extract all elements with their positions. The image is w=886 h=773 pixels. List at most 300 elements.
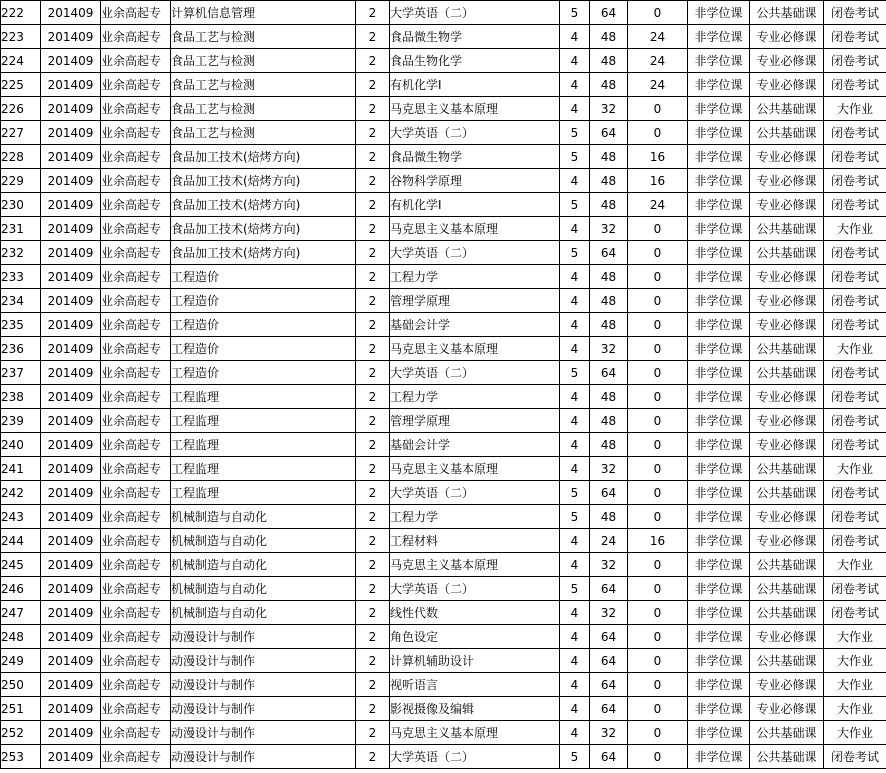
cell-credits: 4 xyxy=(560,673,590,697)
cell-level: 2 xyxy=(356,721,390,745)
cell-course-name: 大学英语（二） xyxy=(390,361,560,385)
cell-lab-hours: 16 xyxy=(628,169,688,193)
cell-term: 201409 xyxy=(41,529,101,553)
cell-level: 2 xyxy=(356,337,390,361)
cell-major: 工程造价 xyxy=(171,265,356,289)
cell-row-number: 247 xyxy=(1,601,41,625)
cell-course-name: 基础会计学 xyxy=(390,433,560,457)
cell-credits: 5 xyxy=(560,145,590,169)
cell-course-category: 专业必修课 xyxy=(750,433,824,457)
cell-course-category: 专业必修课 xyxy=(750,505,824,529)
cell-credits: 4 xyxy=(560,457,590,481)
cell-degree-type: 非学位课 xyxy=(688,505,750,529)
cell-major: 食品加工技术(焙烤方向) xyxy=(171,169,356,193)
cell-degree-type: 非学位课 xyxy=(688,385,750,409)
cell-exam-type: 大作业 xyxy=(824,697,886,721)
cell-course-name: 大学英语（二） xyxy=(390,481,560,505)
cell-credits: 5 xyxy=(560,1,590,25)
cell-major: 机械制造与自动化 xyxy=(171,577,356,601)
cell-degree-type: 非学位课 xyxy=(688,529,750,553)
cell-term: 201409 xyxy=(41,25,101,49)
cell-exam-type: 闭卷考试 xyxy=(824,73,886,97)
cell-course-name: 谷物科学原理 xyxy=(390,169,560,193)
cell-study-mode: 业余高起专 xyxy=(101,553,171,577)
cell-level: 2 xyxy=(356,169,390,193)
cell-lab-hours: 0 xyxy=(628,481,688,505)
cell-exam-type: 闭卷考试 xyxy=(824,409,886,433)
cell-degree-type: 非学位课 xyxy=(688,745,750,769)
cell-study-mode: 业余高起专 xyxy=(101,313,171,337)
cell-term: 201409 xyxy=(41,1,101,25)
table-row xyxy=(1,121,886,145)
cell-credits: 4 xyxy=(560,49,590,73)
cell-row-number: 227 xyxy=(1,121,41,145)
cell-lab-hours: 0 xyxy=(628,217,688,241)
cell-row-number: 243 xyxy=(1,505,41,529)
cell-course-name: 影视摄像及编辑 xyxy=(390,697,560,721)
cell-major: 工程造价 xyxy=(171,337,356,361)
cell-course-name: 食品微生物学 xyxy=(390,25,560,49)
cell-course-name: 视听语言 xyxy=(390,673,560,697)
cell-degree-type: 非学位课 xyxy=(688,97,750,121)
cell-exam-type: 闭卷考试 xyxy=(824,49,886,73)
cell-row-number: 231 xyxy=(1,217,41,241)
cell-term: 201409 xyxy=(41,577,101,601)
table-row xyxy=(1,289,886,313)
cell-course-category: 专业必修课 xyxy=(750,265,824,289)
cell-hours: 48 xyxy=(590,265,628,289)
table-row xyxy=(1,529,886,553)
cell-course-category: 公共基础课 xyxy=(750,217,824,241)
cell-credits: 4 xyxy=(560,217,590,241)
cell-course-category: 专业必修课 xyxy=(750,193,824,217)
cell-degree-type: 非学位课 xyxy=(688,697,750,721)
cell-course-name: 大学英语（二） xyxy=(390,241,560,265)
cell-course-name: 工程材料 xyxy=(390,529,560,553)
cell-level: 2 xyxy=(356,673,390,697)
cell-lab-hours: 16 xyxy=(628,529,688,553)
cell-study-mode: 业余高起专 xyxy=(101,193,171,217)
cell-course-category: 公共基础课 xyxy=(750,553,824,577)
cell-hours: 48 xyxy=(590,25,628,49)
cell-course-name: 大学英语（二） xyxy=(390,745,560,769)
cell-level: 2 xyxy=(356,217,390,241)
cell-hours: 48 xyxy=(590,313,628,337)
cell-lab-hours: 16 xyxy=(628,145,688,169)
cell-course-name: 工程力学 xyxy=(390,265,560,289)
cell-major: 动漫设计与制作 xyxy=(171,721,356,745)
cell-lab-hours: 0 xyxy=(628,673,688,697)
cell-credits: 4 xyxy=(560,97,590,121)
cell-credits: 4 xyxy=(560,169,590,193)
cell-credits: 4 xyxy=(560,289,590,313)
cell-exam-type: 闭卷考试 xyxy=(824,361,886,385)
cell-exam-type: 闭卷考试 xyxy=(824,385,886,409)
cell-row-number: 232 xyxy=(1,241,41,265)
cell-term: 201409 xyxy=(41,121,101,145)
cell-term: 201409 xyxy=(41,73,101,97)
table-row xyxy=(1,241,886,265)
cell-lab-hours: 0 xyxy=(628,457,688,481)
cell-lab-hours: 0 xyxy=(628,1,688,25)
cell-study-mode: 业余高起专 xyxy=(101,409,171,433)
cell-row-number: 230 xyxy=(1,193,41,217)
cell-lab-hours: 24 xyxy=(628,25,688,49)
cell-degree-type: 非学位课 xyxy=(688,289,750,313)
cell-level: 2 xyxy=(356,625,390,649)
cell-hours: 32 xyxy=(590,721,628,745)
cell-exam-type: 大作业 xyxy=(824,97,886,121)
cell-lab-hours: 0 xyxy=(628,313,688,337)
cell-hours: 48 xyxy=(590,73,628,97)
cell-course-category: 公共基础课 xyxy=(750,97,824,121)
cell-level: 2 xyxy=(356,649,390,673)
table-row xyxy=(1,97,886,121)
cell-degree-type: 非学位课 xyxy=(688,193,750,217)
table-row xyxy=(1,697,886,721)
cell-degree-type: 非学位课 xyxy=(688,337,750,361)
cell-study-mode: 业余高起专 xyxy=(101,361,171,385)
cell-term: 201409 xyxy=(41,265,101,289)
cell-degree-type: 非学位课 xyxy=(688,673,750,697)
cell-degree-type: 非学位课 xyxy=(688,457,750,481)
cell-row-number: 223 xyxy=(1,25,41,49)
cell-term: 201409 xyxy=(41,697,101,721)
cell-degree-type: 非学位课 xyxy=(688,265,750,289)
cell-exam-type: 大作业 xyxy=(824,553,886,577)
table-row xyxy=(1,721,886,745)
cell-course-name: 马克思主义基本原理 xyxy=(390,337,560,361)
cell-credits: 4 xyxy=(560,529,590,553)
cell-degree-type: 非学位课 xyxy=(688,241,750,265)
cell-exam-type: 闭卷考试 xyxy=(824,121,886,145)
cell-hours: 48 xyxy=(590,193,628,217)
cell-credits: 4 xyxy=(560,337,590,361)
cell-exam-type: 闭卷考试 xyxy=(824,433,886,457)
cell-course-category: 公共基础课 xyxy=(750,1,824,25)
cell-degree-type: 非学位课 xyxy=(688,721,750,745)
cell-credits: 4 xyxy=(560,649,590,673)
cell-term: 201409 xyxy=(41,169,101,193)
cell-course-category: 专业必修课 xyxy=(750,49,824,73)
cell-major: 食品工艺与检测 xyxy=(171,121,356,145)
cell-lab-hours: 0 xyxy=(628,121,688,145)
cell-study-mode: 业余高起专 xyxy=(101,673,171,697)
cell-major: 工程造价 xyxy=(171,313,356,337)
cell-course-category: 专业必修课 xyxy=(750,385,824,409)
cell-hours: 48 xyxy=(590,505,628,529)
cell-degree-type: 非学位课 xyxy=(688,1,750,25)
cell-lab-hours: 0 xyxy=(628,625,688,649)
cell-hours: 32 xyxy=(590,601,628,625)
cell-major: 食品加工技术(焙烤方向) xyxy=(171,193,356,217)
cell-credits: 5 xyxy=(560,577,590,601)
cell-exam-type: 闭卷考试 xyxy=(824,313,886,337)
cell-credits: 5 xyxy=(560,505,590,529)
cell-hours: 48 xyxy=(590,169,628,193)
cell-major: 动漫设计与制作 xyxy=(171,625,356,649)
cell-row-number: 242 xyxy=(1,481,41,505)
cell-study-mode: 业余高起专 xyxy=(101,241,171,265)
cell-course-category: 公共基础课 xyxy=(750,721,824,745)
cell-course-name: 基础会计学 xyxy=(390,313,560,337)
cell-term: 201409 xyxy=(41,457,101,481)
cell-exam-type: 闭卷考试 xyxy=(824,505,886,529)
table-row xyxy=(1,49,886,73)
cell-term: 201409 xyxy=(41,97,101,121)
cell-lab-hours: 0 xyxy=(628,241,688,265)
cell-level: 2 xyxy=(356,577,390,601)
cell-lab-hours: 24 xyxy=(628,49,688,73)
cell-course-category: 公共基础课 xyxy=(750,361,824,385)
cell-level: 2 xyxy=(356,25,390,49)
cell-study-mode: 业余高起专 xyxy=(101,337,171,361)
cell-row-number: 237 xyxy=(1,361,41,385)
cell-hours: 48 xyxy=(590,433,628,457)
cell-lab-hours: 0 xyxy=(628,433,688,457)
cell-credits: 4 xyxy=(560,433,590,457)
cell-degree-type: 非学位课 xyxy=(688,145,750,169)
table-row xyxy=(1,745,886,769)
cell-term: 201409 xyxy=(41,313,101,337)
cell-hours: 48 xyxy=(590,49,628,73)
cell-row-number: 251 xyxy=(1,697,41,721)
cell-study-mode: 业余高起专 xyxy=(101,265,171,289)
cell-row-number: 246 xyxy=(1,577,41,601)
table-row xyxy=(1,625,886,649)
cell-hours: 32 xyxy=(590,217,628,241)
cell-major: 机械制造与自动化 xyxy=(171,601,356,625)
table-row xyxy=(1,1,886,25)
cell-study-mode: 业余高起专 xyxy=(101,121,171,145)
cell-course-category: 公共基础课 xyxy=(750,649,824,673)
table-row xyxy=(1,73,886,97)
table-row xyxy=(1,217,886,241)
cell-study-mode: 业余高起专 xyxy=(101,601,171,625)
cell-level: 2 xyxy=(356,433,390,457)
cell-credits: 5 xyxy=(560,241,590,265)
cell-lab-hours: 0 xyxy=(628,97,688,121)
cell-major: 工程监理 xyxy=(171,457,356,481)
cell-level: 2 xyxy=(356,457,390,481)
cell-lab-hours: 0 xyxy=(628,745,688,769)
cell-major: 食品工艺与检测 xyxy=(171,49,356,73)
cell-major: 机械制造与自动化 xyxy=(171,505,356,529)
cell-term: 201409 xyxy=(41,649,101,673)
cell-course-category: 公共基础课 xyxy=(750,121,824,145)
cell-study-mode: 业余高起专 xyxy=(101,721,171,745)
cell-term: 201409 xyxy=(41,721,101,745)
cell-degree-type: 非学位课 xyxy=(688,481,750,505)
cell-degree-type: 非学位课 xyxy=(688,625,750,649)
cell-exam-type: 大作业 xyxy=(824,721,886,745)
cell-course-category: 专业必修课 xyxy=(750,625,824,649)
cell-term: 201409 xyxy=(41,673,101,697)
cell-exam-type: 闭卷考试 xyxy=(824,481,886,505)
cell-hours: 48 xyxy=(590,409,628,433)
cell-hours: 32 xyxy=(590,553,628,577)
cell-major: 食品工艺与检测 xyxy=(171,25,356,49)
cell-course-name: 管理学原理 xyxy=(390,409,560,433)
cell-degree-type: 非学位课 xyxy=(688,217,750,241)
cell-course-name: 角色设定 xyxy=(390,625,560,649)
cell-course-name: 马克思主义基本原理 xyxy=(390,721,560,745)
cell-lab-hours: 0 xyxy=(628,265,688,289)
cell-course-category: 专业必修课 xyxy=(750,409,824,433)
cell-hours: 64 xyxy=(590,745,628,769)
cell-study-mode: 业余高起专 xyxy=(101,217,171,241)
cell-credits: 4 xyxy=(560,697,590,721)
cell-level: 2 xyxy=(356,529,390,553)
cell-exam-type: 大作业 xyxy=(824,625,886,649)
cell-exam-type: 闭卷考试 xyxy=(824,193,886,217)
cell-course-name: 线性代数 xyxy=(390,601,560,625)
cell-lab-hours: 0 xyxy=(628,505,688,529)
cell-term: 201409 xyxy=(41,49,101,73)
cell-row-number: 250 xyxy=(1,673,41,697)
cell-row-number: 244 xyxy=(1,529,41,553)
cell-lab-hours: 0 xyxy=(628,577,688,601)
cell-term: 201409 xyxy=(41,601,101,625)
cell-course-name: 马克思主义基本原理 xyxy=(390,217,560,241)
cell-exam-type: 闭卷考试 xyxy=(824,745,886,769)
table-row xyxy=(1,313,886,337)
cell-level: 2 xyxy=(356,313,390,337)
cell-hours: 64 xyxy=(590,673,628,697)
cell-term: 201409 xyxy=(41,505,101,529)
cell-course-name: 管理学原理 xyxy=(390,289,560,313)
cell-course-category: 专业必修课 xyxy=(750,673,824,697)
cell-major: 动漫设计与制作 xyxy=(171,745,356,769)
cell-row-number: 233 xyxy=(1,265,41,289)
cell-study-mode: 业余高起专 xyxy=(101,289,171,313)
table-row xyxy=(1,25,886,49)
cell-course-name: 大学英语（二） xyxy=(390,121,560,145)
cell-level: 2 xyxy=(356,49,390,73)
cell-major: 工程监理 xyxy=(171,385,356,409)
cell-major: 食品工艺与检测 xyxy=(171,97,356,121)
cell-row-number: 226 xyxy=(1,97,41,121)
cell-course-name: 食品生物化学 xyxy=(390,49,560,73)
cell-level: 2 xyxy=(356,289,390,313)
cell-row-number: 240 xyxy=(1,433,41,457)
table-row xyxy=(1,361,886,385)
cell-hours: 24 xyxy=(590,529,628,553)
cell-study-mode: 业余高起专 xyxy=(101,169,171,193)
cell-credits: 5 xyxy=(560,121,590,145)
cell-course-name: 食品微生物学 xyxy=(390,145,560,169)
cell-exam-type: 闭卷考试 xyxy=(824,577,886,601)
cell-degree-type: 非学位课 xyxy=(688,49,750,73)
cell-row-number: 225 xyxy=(1,73,41,97)
cell-credits: 4 xyxy=(560,313,590,337)
cell-level: 2 xyxy=(356,241,390,265)
table-row xyxy=(1,337,886,361)
cell-exam-type: 大作业 xyxy=(824,457,886,481)
cell-lab-hours: 0 xyxy=(628,385,688,409)
cell-degree-type: 非学位课 xyxy=(688,601,750,625)
cell-study-mode: 业余高起专 xyxy=(101,1,171,25)
cell-degree-type: 非学位课 xyxy=(688,25,750,49)
cell-level: 2 xyxy=(356,97,390,121)
cell-study-mode: 业余高起专 xyxy=(101,145,171,169)
cell-credits: 5 xyxy=(560,745,590,769)
cell-course-category: 公共基础课 xyxy=(750,601,824,625)
cell-study-mode: 业余高起专 xyxy=(101,457,171,481)
cell-exam-type: 闭卷考试 xyxy=(824,25,886,49)
cell-study-mode: 业余高起专 xyxy=(101,433,171,457)
cell-row-number: 224 xyxy=(1,49,41,73)
cell-course-category: 专业必修课 xyxy=(750,169,824,193)
cell-row-number: 252 xyxy=(1,721,41,745)
cell-credits: 4 xyxy=(560,25,590,49)
cell-level: 2 xyxy=(356,745,390,769)
cell-row-number: 229 xyxy=(1,169,41,193)
table-row xyxy=(1,577,886,601)
cell-lab-hours: 0 xyxy=(628,337,688,361)
cell-term: 201409 xyxy=(41,145,101,169)
cell-row-number: 245 xyxy=(1,553,41,577)
cell-hours: 48 xyxy=(590,145,628,169)
cell-course-name: 工程力学 xyxy=(390,385,560,409)
cell-course-name: 工程力学 xyxy=(390,505,560,529)
cell-exam-type: 闭卷考试 xyxy=(824,1,886,25)
cell-major: 机械制造与自动化 xyxy=(171,553,356,577)
table-row xyxy=(1,481,886,505)
cell-degree-type: 非学位课 xyxy=(688,313,750,337)
cell-study-mode: 业余高起专 xyxy=(101,73,171,97)
cell-hours: 64 xyxy=(590,361,628,385)
cell-major: 食品加工技术(焙烤方向) xyxy=(171,241,356,265)
table-row xyxy=(1,265,886,289)
cell-row-number: 236 xyxy=(1,337,41,361)
table-row xyxy=(1,409,886,433)
cell-major: 工程造价 xyxy=(171,289,356,313)
cell-credits: 4 xyxy=(560,601,590,625)
cell-course-category: 专业必修课 xyxy=(750,145,824,169)
cell-course-name: 马克思主义基本原理 xyxy=(390,97,560,121)
cell-lab-hours: 0 xyxy=(628,697,688,721)
cell-term: 201409 xyxy=(41,409,101,433)
cell-credits: 4 xyxy=(560,385,590,409)
cell-degree-type: 非学位课 xyxy=(688,409,750,433)
cell-exam-type: 大作业 xyxy=(824,673,886,697)
cell-lab-hours: 0 xyxy=(628,649,688,673)
cell-course-category: 专业必修课 xyxy=(750,529,824,553)
cell-major: 工程监理 xyxy=(171,409,356,433)
cell-exam-type: 闭卷考试 xyxy=(824,169,886,193)
cell-level: 2 xyxy=(356,505,390,529)
cell-level: 2 xyxy=(356,265,390,289)
table-row xyxy=(1,145,886,169)
cell-level: 2 xyxy=(356,409,390,433)
cell-exam-type: 闭卷考试 xyxy=(824,145,886,169)
cell-exam-type: 大作业 xyxy=(824,649,886,673)
cell-row-number: 235 xyxy=(1,313,41,337)
cell-level: 2 xyxy=(356,1,390,25)
cell-course-name: 计算机辅助设计 xyxy=(390,649,560,673)
cell-study-mode: 业余高起专 xyxy=(101,529,171,553)
cell-term: 201409 xyxy=(41,193,101,217)
cell-hours: 64 xyxy=(590,241,628,265)
cell-course-category: 公共基础课 xyxy=(750,457,824,481)
cell-hours: 64 xyxy=(590,1,628,25)
cell-term: 201409 xyxy=(41,553,101,577)
cell-row-number: 249 xyxy=(1,649,41,673)
cell-hours: 32 xyxy=(590,97,628,121)
cell-row-number: 228 xyxy=(1,145,41,169)
cell-degree-type: 非学位课 xyxy=(688,361,750,385)
